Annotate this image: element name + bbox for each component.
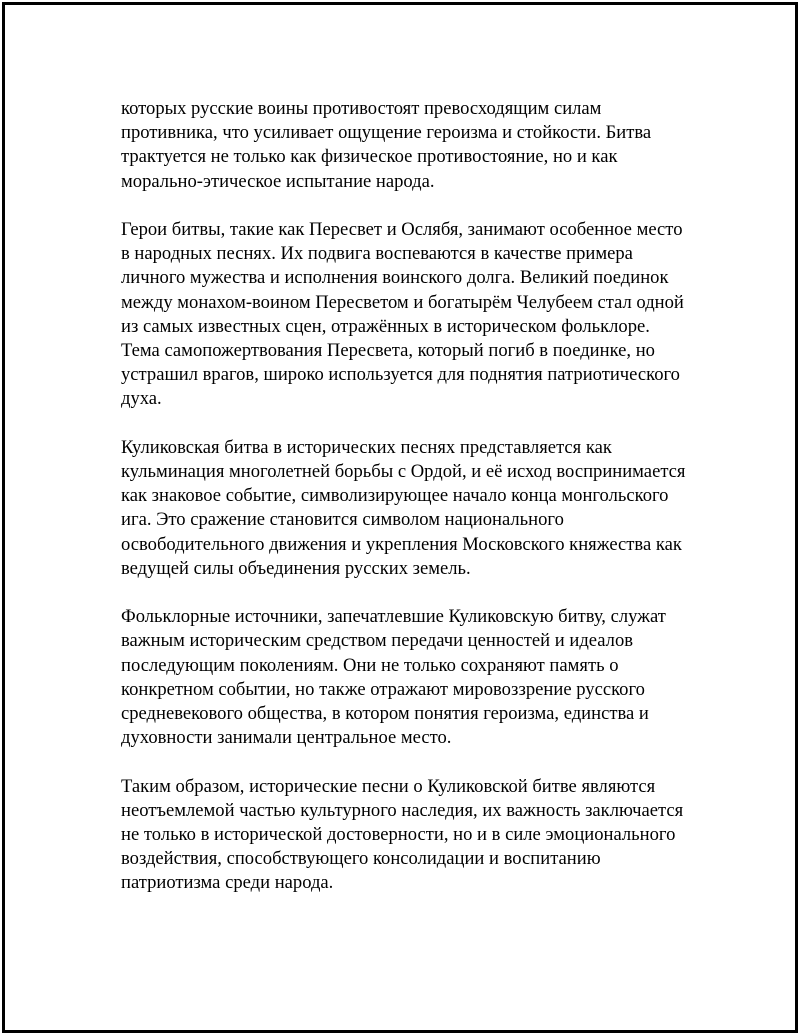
paragraph-2: [121, 218, 691, 412]
text-line: Таким образом, исторические песни о Куликовской битве являются: [121, 775, 656, 797]
text-line: духовности занимали центральное место.: [121, 727, 452, 749]
text-line: Тема самопожертвования Пересвета, который погиб в поединке, но: [121, 340, 655, 362]
text-line: кульминация многолетней борьбы с Ордой, и её исход воспринимается: [121, 461, 686, 483]
text-line: личного мужества и исполнения воинского долга. Великий поединок: [121, 267, 669, 289]
text-line: Куликовская битва в исторических песнях представляется как: [121, 436, 612, 458]
text-line: ига. Это сражение становится символом национального: [121, 509, 564, 531]
text-line: неотъемлемой частью культурного наследия, их важность заключается: [121, 799, 684, 821]
text-line: трактуется не только как физическое противостояние, но и как: [121, 146, 618, 168]
text-line: устрашил врагов, широко используется для поднятия патриотического: [121, 364, 680, 386]
text-line: в народных песнях. Их подвига воспеваются в качестве примера: [121, 243, 633, 265]
document-body: [121, 97, 691, 896]
paragraph-4: [121, 605, 691, 750]
text-line: освободительного движения и укрепления Московского княжества как: [121, 533, 682, 555]
paragraph-gap: [121, 581, 691, 605]
paragraph-gap: [121, 194, 691, 218]
text-line: Герои битвы, такие как Пересвет и Ослябя, занимают особенное место: [121, 219, 683, 240]
paragraph-3: [121, 436, 691, 581]
text-line: духа.: [121, 388, 162, 410]
paragraph-gap: [121, 750, 691, 774]
text-line: конкретном событии, но также отражают мировоззрение русского: [121, 678, 645, 700]
text-line: как знаковое событие, символизирующее начало конца монгольского: [121, 485, 669, 507]
text-line: воздействия, способствующего консолидации и воспитанию: [121, 848, 601, 870]
text-line: морально-этическое испытание народа.: [121, 170, 435, 192]
text-line: важным историческим средством передачи ценностей и идеалов: [121, 630, 634, 652]
text-line: не только в исторической достоверности, но и в силе эмоционального: [121, 824, 676, 846]
text-line: из самых известных сцен, отражённых в историческом фольклоре.: [121, 315, 650, 337]
text-line: противника, что усиливает ощущение героизма и стойкости. Битва: [121, 122, 652, 144]
text-line: патриотизма среди народа.: [121, 872, 334, 894]
paragraph-1: [121, 97, 691, 194]
page-frame: [2, 2, 798, 1033]
paragraph-gap: [121, 412, 691, 436]
paragraph-5: [121, 775, 691, 896]
text-line: Фольклорные источники, запечатлевшие Куликовскую битву, служат: [121, 606, 666, 628]
text-line: между монахом-воином Пересветом и богатырём Челубеем стал одной: [121, 291, 684, 313]
text-line: средневекового общества, в котором понятия героизма, единства и: [121, 703, 649, 725]
text-line: последующим поколениям. Они не только сохраняют память о: [121, 654, 619, 676]
text-line: ведущей силы объединения русских земель.: [121, 557, 471, 579]
text-line: которых русские воины противостоят превосходящим силам: [121, 98, 602, 119]
